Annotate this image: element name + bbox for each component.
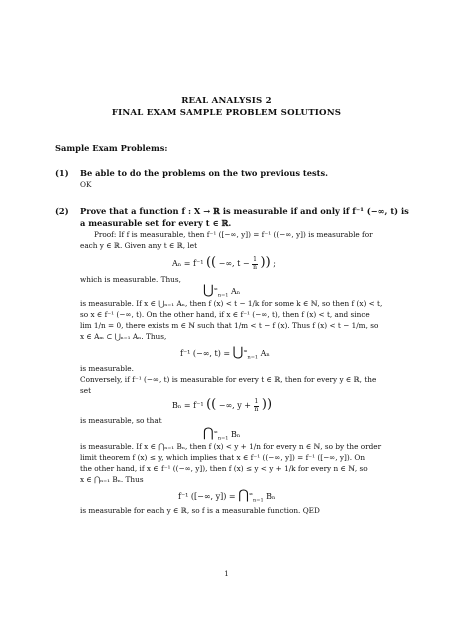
equation-preimage-intersection: f⁻¹ ([−∞, $y]) = ⋂^\infty_{n=1}$ Bₙ [178,488,276,504]
text-line-5: is measurable. If x ∈ ⋂ₙ₌₁ Bₙ, then f (x) < y + 1/n for every n ∈ ℕ, so by the order [80,442,382,451]
union-symbol: ⋃ [203,283,214,298]
equation-an: Aₙ = f⁻¹ (( −∞, t − $\frac{1}{n}$ )) ; [172,255,276,271]
text-line-2: so x ∈ f⁻¹ (−∞, t). On the other hand, if x ∈ f⁻¹ (−∞, t), then f (x) < t, and since [80,310,370,319]
problem-2-statement-2: a measurable set for every t ∈ ℝ. [80,218,232,228]
text-line-8: x ∈ ⋂ₙ₌₁ Bₙ. Thus [80,475,144,484]
section-heading: Sample Exam Problems: [55,143,168,153]
converse-line-1: Conversely, if f⁻¹ (−∞, t) is measurable for every t ∈ ℝ, then for every y ∈ ℝ, the [80,375,377,384]
problem-1-answer: OK [80,180,92,189]
text-line-4: x ∈ Aₘ ⊂ ⋃ₙ₌₁ Aₙ. Thus, [80,332,167,341]
which-text: which is measurable. Thus, [80,275,181,284]
text-line-7: the other hand, if x ∈ f⁻¹ ((−∞, y]), then f (x) ≤ y < y + 1/k for every n ∈ ℕ, so [80,464,368,473]
proof-line-2: each y ∈ ℝ. Given any t ∈ ℝ, let [80,241,198,250]
equation-bn: Bₙ = f⁻¹ (( −∞, y + $\frac{1}{n}$ )) [172,397,273,413]
equation-an-lhs: Aₙ = f⁻¹ [172,259,204,268]
equation-intersection-bn: $⋂^\infty_{n=1}$ Bₙ [203,426,241,442]
converse-line-2: set [80,386,91,395]
equation-union-an: $⋃^\infty_{n=1}$ Aₙ [203,283,241,299]
intersection-symbol: ⋂ [203,426,214,441]
so-that-text: is measurable, so that [80,416,162,425]
text-line-6: limit theorem f (x) ≤ y, which implies that x ∈ f⁻¹ ((−∞, y]) = f⁻¹ ([−∞, y]). On [80,453,366,462]
is-measurable: is measurable. [80,364,134,373]
proof-line-1: Proof: If f is measurable, then f⁻¹ ([−∞, y]) = f⁻¹ ((−∞, y]) is measurable for [94,230,373,239]
problem-2-label: (2) [55,206,69,216]
final-line: is measurable for each y ∈ ℝ, so f is a measurable function. QED [80,506,320,515]
text-line-1: is measurable. If x ∈ ⋃ₙ₌₁ Aₙ, then f (x) < t − 1/k for some k ∈ ℕ, so then f (x) < t, [80,299,383,308]
page-number: 1 [224,570,229,578]
equation-an-inner: −∞, t − [218,259,250,268]
fraction: $\frac{1}{n}$ [253,256,257,271]
text-line-3: lim 1/n = 0, there exists m ∈ ℕ such that 1/m < t − f (x). Thus f (x) < t − 1/m, so [80,321,379,330]
problem-1-label: (1) [55,168,69,178]
title-line-1: REAL ANALYSIS 2 [181,96,272,106]
title-line-2: FINAL EXAM SAMPLE PROBLEM SOLUTIONS [111,108,342,118]
equation-preimage-union: f⁻¹ (−∞, $t) = ⋃^\infty_{n=1}$ Aₙ [180,345,270,361]
problem-2-statement-1: Prove that a function f : X → ℝ is measurable if and only if f⁻¹ (−∞, t) is [80,206,409,216]
problem-1-text: Be able to do the problems on the two previous tests. [80,168,329,178]
